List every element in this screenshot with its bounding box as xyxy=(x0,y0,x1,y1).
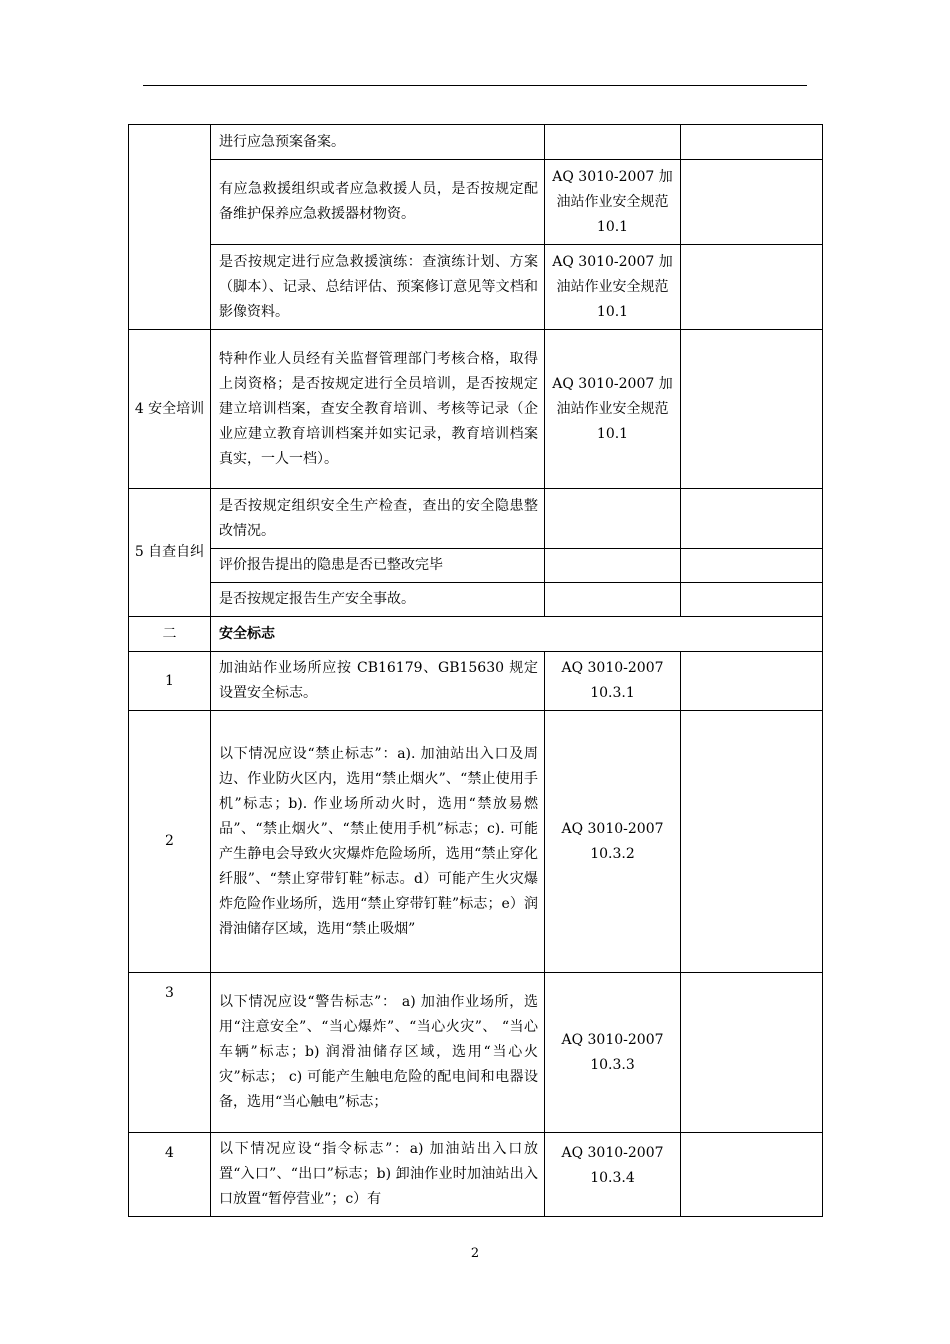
section-header-row xyxy=(129,617,823,652)
table-row xyxy=(129,245,823,330)
table-row xyxy=(129,711,823,973)
table-row xyxy=(129,583,823,617)
header-rule xyxy=(143,85,807,86)
item-text: 评价报告提出的隐患是否已整改完毕 xyxy=(211,549,545,583)
reference-cell: AQ 3010-2007 加油站作业安全规范 10.1 xyxy=(545,245,681,330)
category-cell: 4 安全培训 xyxy=(129,330,211,489)
item-text: 以下情况应设“指令标志”：a) 加油站出入口放置“入口”、“出口”标志；b) 卸油作业时加油站出入口放置“暂停营业”；c）有 xyxy=(211,1133,545,1217)
item-text: 以下情况应设“禁止标志”：a). 加油站出入口及周边、作业防火区内，选用“禁止烟火”、“禁止使用手机”标志；b). 作业场所动火时，选用“禁放易燃品”、“禁止烟火”、“禁止使用手机”标志；c). 可能产生静电会导致火灾爆炸危险场所，选用“禁止穿化纤服”、“禁止穿带钉鞋”标志。d）可能产生火灾爆炸危险作业场所，选用“禁止穿带钉鞋”标志；e）润滑油储存区域，选用“禁止吸烟” xyxy=(211,711,545,973)
table-row xyxy=(129,1133,823,1217)
item-number: 1 xyxy=(129,652,211,711)
item-number: 4 xyxy=(129,1133,211,1217)
item-text: 有应急救援组织或者应急救援人员，是否按规定配备维护保养应急救援器材物资。 xyxy=(211,160,545,245)
result-cell xyxy=(681,489,823,549)
reference-cell xyxy=(545,549,681,583)
result-cell xyxy=(681,125,823,160)
result-cell xyxy=(681,330,823,489)
item-text: 是否按规定进行应急救援演练：查演练计划、方案（脚本）、记录、总结评估、预案修订意见等文档和影像资料。 xyxy=(211,245,545,330)
category-cell: 5 自查自纠 xyxy=(129,489,211,617)
result-cell xyxy=(681,973,823,1133)
item-text: 特种作业人员经有关监督管理部门考核合格，取得上岗资格；是否按规定进行全员培训，是否按规定建立培训档案，查安全教育培训、考核等记录（企业应建立教育培训档案并如实记录，教育培训档案真实，一人一档）。 xyxy=(211,330,545,489)
result-cell xyxy=(681,245,823,330)
section-title: 安全标志 xyxy=(211,617,823,652)
reference-cell xyxy=(545,583,681,617)
table-row xyxy=(129,330,823,489)
result-cell xyxy=(681,1133,823,1217)
reference-cell: AQ 3010-2007 加油站作业安全规范 10.1 xyxy=(545,160,681,245)
item-text: 以下情况应设“警告标志”： a) 加油作业场所，选用“注意安全”、“当心爆炸”、“当心火灾”、 “当心车辆”标志；b) 润滑油储存区域，选用“当心火灾”标志； c) 可能产生触电危险的配电间和电器设备，选用“当心触电”标志； xyxy=(211,973,545,1133)
reference-cell xyxy=(545,125,681,160)
table-row xyxy=(129,160,823,245)
table-row xyxy=(129,549,823,583)
item-number: 2 xyxy=(129,711,211,973)
safety-checklist-table xyxy=(128,124,823,1217)
table-row xyxy=(129,973,823,1133)
reference-cell xyxy=(545,489,681,549)
reference-cell: AQ 3010-2007 10.3.4 xyxy=(545,1133,681,1217)
result-cell xyxy=(681,583,823,617)
reference-cell: AQ 3010-2007 加油站作业安全规范 10.1 xyxy=(545,330,681,489)
item-text: 是否按规定报告生产安全事故。 xyxy=(211,583,545,617)
table-row xyxy=(129,652,823,711)
reference-cell: AQ 3010-2007 10.3.1 xyxy=(545,652,681,711)
item-text: 进行应急预案备案。 xyxy=(211,125,545,160)
reference-cell: AQ 3010-2007 10.3.3 xyxy=(545,973,681,1133)
section-number: 二 xyxy=(129,617,211,652)
table-row xyxy=(129,125,823,160)
reference-cell: AQ 3010-2007 10.3.2 xyxy=(545,711,681,973)
result-cell xyxy=(681,160,823,245)
result-cell xyxy=(681,549,823,583)
item-text: 是否按规定组织安全生产检查，查出的安全隐患整改情况。 xyxy=(211,489,545,549)
item-text: 加油站作业场所应按 CB16179、GB15630 规定设置安全标志。 xyxy=(211,652,545,711)
page-number: 2 xyxy=(470,1246,480,1261)
result-cell xyxy=(681,652,823,711)
category-cell xyxy=(129,125,211,330)
result-cell xyxy=(681,711,823,973)
item-number: 3 xyxy=(129,973,211,1133)
table-row xyxy=(129,489,823,549)
